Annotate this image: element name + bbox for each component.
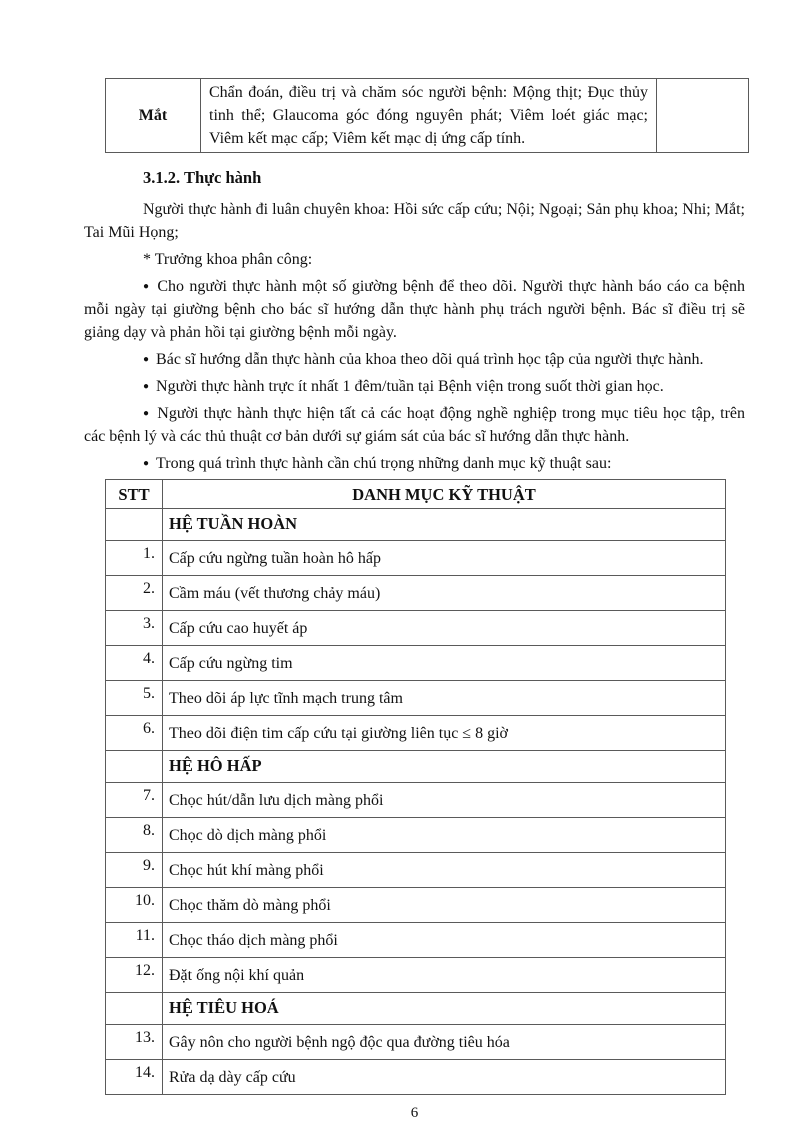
row-stt: [106, 751, 163, 783]
table-row: [106, 958, 726, 993]
bullet-icon: ●: [143, 281, 151, 292]
page-number: 6: [410, 1105, 419, 1121]
bullet-icon: ●: [143, 458, 150, 469]
bullet-paragraph: [84, 402, 745, 448]
organ-cell: Mắt: [106, 79, 201, 153]
technique-table-header-row: [106, 480, 726, 509]
table-row: [106, 1025, 726, 1060]
bullet-icon: ●: [143, 354, 150, 365]
row-stt: 5.: [106, 681, 163, 716]
row-label: HỆ HÔ HẤP: [163, 751, 726, 783]
technique-column-header: DANH MỤC KỸ THUẬT: [163, 480, 726, 509]
row-label: Chọc thăm dò màng phổi: [163, 888, 726, 923]
section-heading: 3.1.2. Thực hành: [143, 168, 262, 187]
disease-table: [105, 78, 749, 153]
table-row: [106, 541, 726, 576]
bullet-icon: ●: [143, 408, 151, 419]
bullet-text: Trong quá trình thực hành cần chú trọng những danh mục kỹ thuật sau:: [156, 455, 612, 472]
stt-column-header: STT: [106, 480, 163, 509]
table-row: [106, 783, 726, 818]
table-row: [106, 716, 726, 751]
row-label: Cấp cứu ngừng tuần hoàn hô hấp: [163, 541, 726, 576]
row-label: HỆ TIÊU HOÁ: [163, 993, 726, 1025]
bullet-paragraph: [84, 275, 745, 344]
bullet-icon: ●: [143, 381, 150, 392]
row-stt: 12.: [106, 958, 163, 993]
table-row: [106, 1060, 726, 1095]
table-row: [106, 818, 726, 853]
row-stt: 8.: [106, 818, 163, 853]
table-row: [106, 681, 726, 716]
bullet-paragraph: [84, 375, 745, 398]
table-row: [106, 853, 726, 888]
bullet-text: Người thực hành thực hiện tất cả các hoạt động nghề nghiệp trong mục tiêu học tập, trên các bệnh lý và các thủ thuật cơ bản dưới sự giám sát của bác sĩ hướng dẫn thực hành.: [84, 405, 746, 445]
row-stt: 9.: [106, 853, 163, 888]
row-label: Chọc tháo dịch màng phổi: [163, 923, 726, 958]
row-stt: 4.: [106, 646, 163, 681]
row-stt: 11.: [106, 923, 163, 958]
technique-table: [105, 479, 726, 1095]
row-label: Theo dõi áp lực tĩnh mạch trung tâm: [163, 681, 726, 716]
row-stt: [106, 509, 163, 541]
disease-table-row: [106, 79, 749, 153]
bullet-text: Cho người thực hành một số giường bệnh để theo dõi. Người thực hành báo cáo ca bệnh mỗi ngày tại giường bệnh cho bác sĩ hướng dẫn thực hành phụ trách người bệnh. Bác sĩ điều trị sẽ giảng dạy và phản hồi tại giường bệnh mỗi ngày.: [84, 278, 745, 341]
table-row: [106, 611, 726, 646]
intro-paragraph: Người thực hành đi luân chuyên khoa: Hồi sức cấp cứu; Nội; Ngoại; Sản phụ khoa; Nhi; Mắt; Tai Mũi Họng;: [84, 201, 745, 241]
table-row: [106, 923, 726, 958]
bullet-text: Bác sĩ hướng dẫn thực hành của khoa theo dõi quá trình học tập của người thực hành.: [156, 351, 704, 368]
assignment-line: * Trưởng khoa phân công:: [143, 251, 313, 268]
table-row: [106, 888, 726, 923]
row-label: HỆ TUẦN HOÀN: [163, 509, 726, 541]
row-stt: [106, 993, 163, 1025]
row-label: Chọc dò dịch màng phổi: [163, 818, 726, 853]
row-label: Cầm máu (vết thương chảy máu): [163, 576, 726, 611]
row-stt: 3.: [106, 611, 163, 646]
table-row: [106, 576, 726, 611]
table-section-row: [106, 509, 726, 541]
row-label: Chọc hút/dẫn lưu dịch màng phổi: [163, 783, 726, 818]
row-stt: 10.: [106, 888, 163, 923]
row-label: Chọc hút khí màng phổi: [163, 853, 726, 888]
row-stt: 13.: [106, 1025, 163, 1060]
bullet-paragraph: [84, 452, 745, 475]
row-label: Gây nôn cho người bệnh ngộ độc qua đường tiêu hóa: [163, 1025, 726, 1060]
table-row: [106, 646, 726, 681]
main-table-body: [106, 509, 726, 1095]
row-label: Rửa dạ dày cấp cứu: [163, 1060, 726, 1095]
row-stt: 7.: [106, 783, 163, 818]
table-section-row: [106, 751, 726, 783]
row-label: Đặt ống nội khí quản: [163, 958, 726, 993]
row-label: Theo dõi điện tim cấp cứu tại giường liên tục ≤ 8 giờ: [163, 716, 726, 751]
row-stt: 1.: [106, 541, 163, 576]
note-cell: [657, 79, 749, 153]
row-stt: 14.: [106, 1060, 163, 1095]
bullet-text: Người thực hành trực ít nhất 1 đêm/tuần tại Bệnh viện trong suốt thời gian học.: [156, 378, 664, 395]
row-stt: 6.: [106, 716, 163, 751]
table-section-row: [106, 993, 726, 1025]
row-label: Cấp cứu cao huyết áp: [163, 611, 726, 646]
row-label: Cấp cứu ngừng tim: [163, 646, 726, 681]
disease-description-cell: Chẩn đoán, điều trị và chăm sóc người bệnh: Mộng thịt; Đục thủy tinh thể; Glaucoma góc đóng nguyên phát; Viêm loét giác mạc; Viêm kết mạc cấp; Viêm kết mạc dị ứng cấp tính.: [201, 79, 657, 153]
row-stt: 2.: [106, 576, 163, 611]
bullet-paragraph: [84, 348, 745, 371]
